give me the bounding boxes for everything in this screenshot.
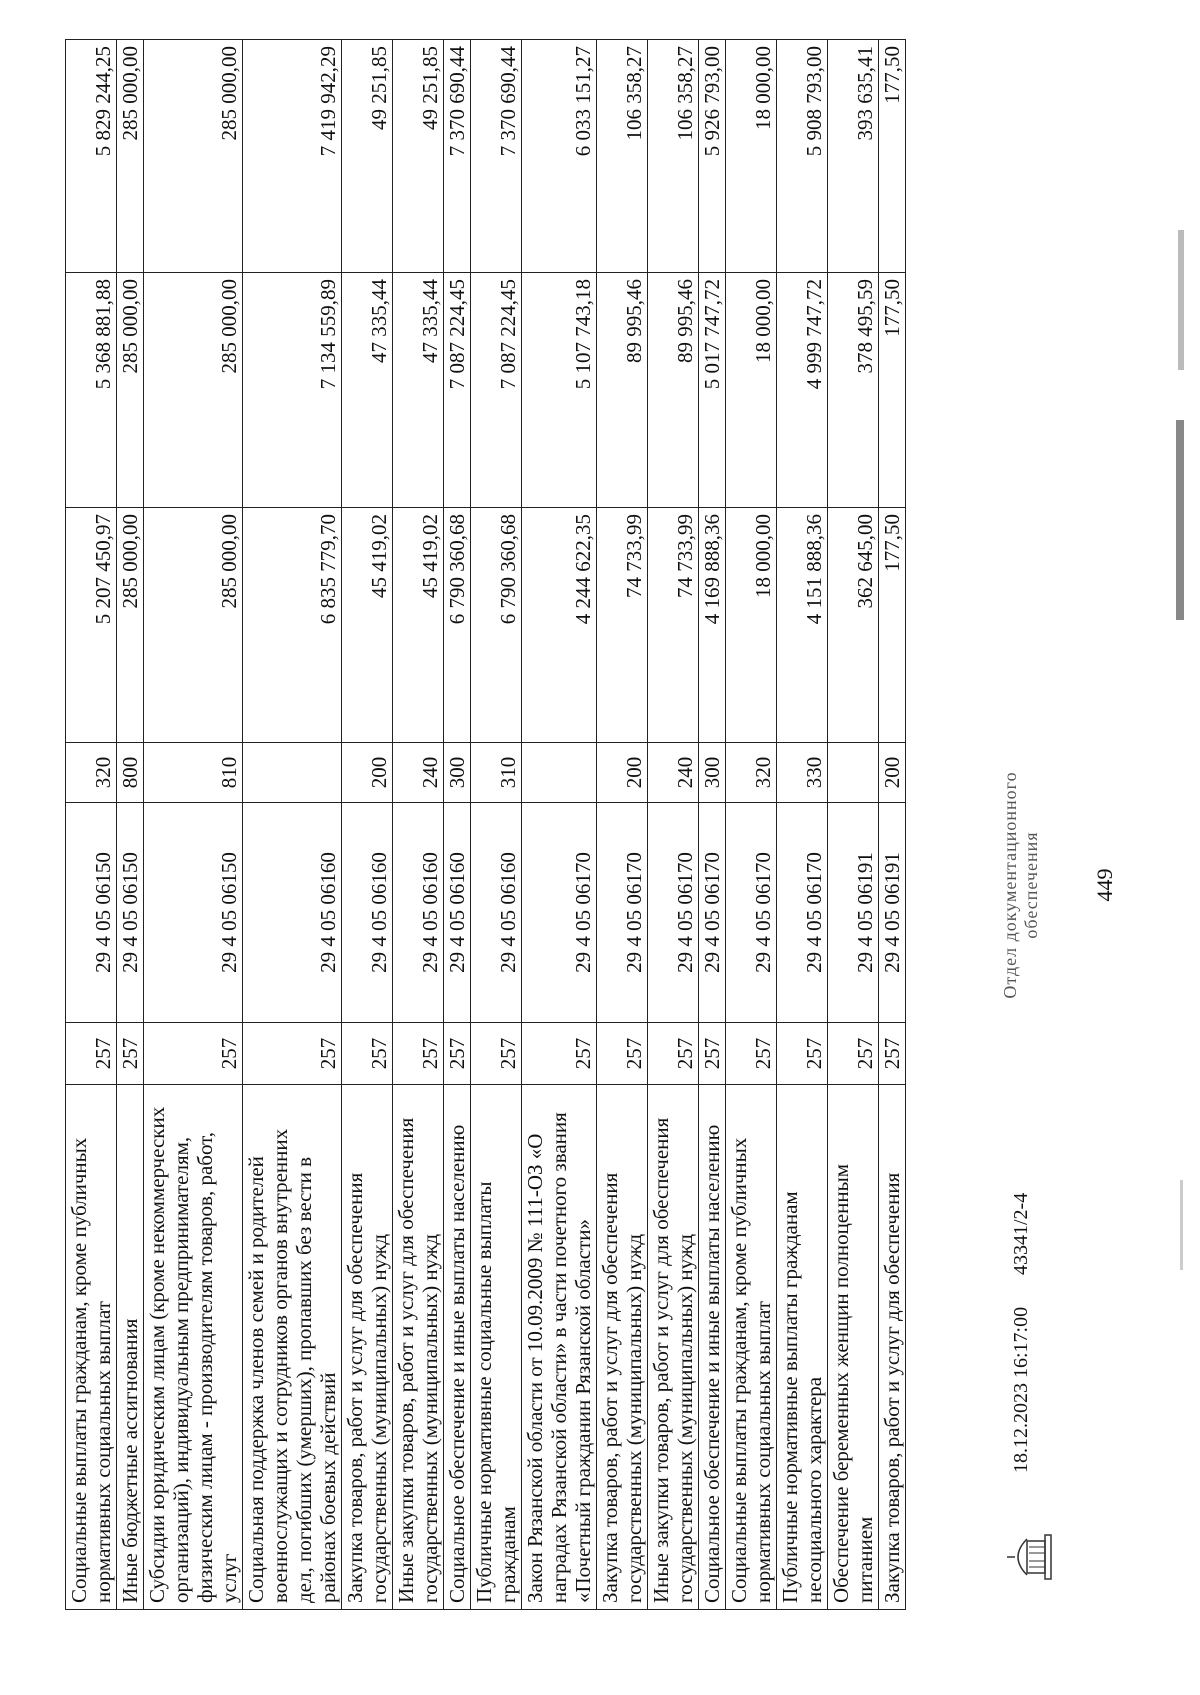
footer-document-code: 43341/2-4: [1010, 1192, 1032, 1275]
row-csr-code: 29 4 05 06170: [777, 803, 828, 1023]
row-gr-code: 257: [522, 1023, 597, 1085]
row-amount-year2: 4 999 747,72: [777, 273, 828, 508]
row-vr-code: 300: [444, 743, 471, 803]
row-name: Иные закупки товаров, работ и услуг для обеспечения государственных (муниципальных) нужд: [648, 1085, 699, 1610]
row-gr-code: 257: [777, 1023, 828, 1085]
row-gr-code: 257: [726, 1023, 777, 1085]
row-csr-code: 29 4 05 06150: [117, 803, 144, 1023]
row-gr-code: 257: [471, 1023, 522, 1085]
row-csr-code: 29 4 05 06170: [522, 803, 597, 1023]
table-row: [828, 40, 879, 1610]
row-amount-year3: 18 000,00: [726, 40, 777, 273]
row-amount-year2: 5 017 747,72: [699, 273, 726, 508]
row-gr-code: 257: [393, 1023, 444, 1085]
row-vr-code: 320: [66, 743, 117, 803]
row-vr-code: 320: [726, 743, 777, 803]
row-gr-code: 257: [648, 1023, 699, 1085]
row-amount-year2: 47 335,44: [342, 273, 393, 508]
row-amount-year2: 7 087 224,45: [444, 273, 471, 508]
table-row: [444, 40, 471, 1610]
row-gr-code: 257: [117, 1023, 144, 1085]
row-amount-year1: 45 419,02: [393, 508, 444, 743]
row-gr-code: 257: [597, 1023, 648, 1085]
row-amount-year2: 177,50: [879, 273, 906, 508]
table-row: [879, 40, 906, 1610]
row-csr-code: 29 4 05 06160: [342, 803, 393, 1023]
row-gr-code: 257: [444, 1023, 471, 1085]
row-name: Закупка товаров, работ и услуг для обеспечения государственных (муниципальных) нужд: [342, 1085, 393, 1610]
row-amount-year2: 5 107 743,18: [522, 273, 597, 508]
row-amount-year3: 5 926 793,00: [699, 40, 726, 273]
scan-artifact: [1176, 420, 1184, 620]
row-vr-code: 800: [117, 743, 144, 803]
row-gr-code: 257: [828, 1023, 879, 1085]
row-amount-year2: 89 995,46: [648, 273, 699, 508]
row-name: Субсидии юридическим лицам (кроме некоммерческих организаций), индивидуальным предпринимателям, физическим лицам - производителям товаров, работ, услуг: [144, 1085, 243, 1610]
row-name: Обеспечение беременных женщин полноценным питанием: [828, 1085, 879, 1610]
row-csr-code: 29 4 05 06150: [66, 803, 117, 1023]
row-amount-year3: 5 908 793,00: [777, 40, 828, 273]
department-stamp: [1000, 735, 1042, 1035]
row-amount-year3: 106 358,27: [597, 40, 648, 273]
page-number: 449: [1092, 868, 1117, 902]
row-vr-code: 200: [879, 743, 906, 803]
row-csr-code: 29 4 05 06170: [648, 803, 699, 1023]
row-vr-code: 310: [471, 743, 522, 803]
row-amount-year1: 4 244 622,35: [522, 508, 597, 743]
row-amount-year1: 74 733,99: [597, 508, 648, 743]
row-vr-code: 240: [393, 743, 444, 803]
table-row: [522, 40, 597, 1610]
row-vr-code: [243, 743, 342, 803]
row-gr-code: 257: [342, 1023, 393, 1085]
row-name: Закупка товаров, работ и услуг для обеспечения: [879, 1085, 906, 1610]
row-amount-year3: 106 358,27: [648, 40, 699, 273]
row-vr-code: 200: [597, 743, 648, 803]
row-amount-year3: 7 370 690,44: [444, 40, 471, 273]
row-csr-code: 29 4 05 06191: [879, 803, 906, 1023]
row-amount-year1: 6 790 360,68: [444, 508, 471, 743]
row-amount-year2: 5 368 881,88: [66, 273, 117, 508]
row-csr-code: 29 4 05 06191: [828, 803, 879, 1023]
row-vr-code: 330: [777, 743, 828, 803]
row-amount-year2: 378 495,59: [828, 273, 879, 508]
scan-artifact: [1178, 230, 1184, 370]
row-name: Публичные нормативные социальные выплаты гражданам: [471, 1085, 522, 1610]
table-row: [393, 40, 444, 1610]
row-csr-code: 29 4 05 06170: [597, 803, 648, 1023]
row-name: Социальное обеспечение и иные выплаты населению: [699, 1085, 726, 1610]
row-gr-code: 257: [699, 1023, 726, 1085]
row-amount-year1: 285 000,00: [144, 508, 243, 743]
row-csr-code: 29 4 05 06160: [471, 803, 522, 1023]
row-csr-code: 29 4 05 06150: [144, 803, 243, 1023]
table-row: [66, 40, 117, 1610]
stamp-line-2: обеспечения: [1021, 831, 1041, 939]
row-gr-code: 257: [243, 1023, 342, 1085]
row-amount-year2: 47 335,44: [393, 273, 444, 508]
row-vr-code: [522, 743, 597, 803]
row-gr-code: 257: [144, 1023, 243, 1085]
table-row: [777, 40, 828, 1610]
row-name: Закон Рязанской области от 10.09.2009 № 111-ОЗ «О наградах Рязанской области» в части почетного звания «Почетный гражданин Рязанской области»: [522, 1085, 597, 1610]
row-amount-year3: 177,50: [879, 40, 906, 273]
scan-artifact: [1180, 1180, 1183, 1270]
table-row: [597, 40, 648, 1610]
row-amount-year3: 393 635,41: [828, 40, 879, 273]
row-amount-year2: 89 995,46: [597, 273, 648, 508]
row-amount-year1: 6 835 779,70: [243, 508, 342, 743]
row-csr-code: 29 4 05 06170: [699, 803, 726, 1023]
row-amount-year1: 74 733,99: [648, 508, 699, 743]
table-row: [699, 40, 726, 1610]
row-amount-year2: 18 000,00: [726, 273, 777, 508]
row-vr-code: 240: [648, 743, 699, 803]
row-csr-code: 29 4 05 06160: [243, 803, 342, 1023]
row-amount-year1: 45 419,02: [342, 508, 393, 743]
row-name: Иные бюджетные ассигнования: [117, 1085, 144, 1610]
table-row: [144, 40, 243, 1610]
row-amount-year3: 285 000,00: [117, 40, 144, 273]
row-vr-code: 200: [342, 743, 393, 803]
row-name: Социальная поддержка членов семей и родителей военнослужащих и сотрудников органов внутренних дел, погибших (умерших), пропавших без вести в районах боевых действий: [243, 1085, 342, 1610]
row-name: Публичные нормативные выплаты гражданам несоциального характера: [777, 1085, 828, 1610]
row-amount-year3: 6 033 151,27: [522, 40, 597, 273]
table-row: [117, 40, 144, 1610]
table-row: [243, 40, 342, 1610]
row-name: Социальные выплаты гражданам, кроме публичных нормативных социальных выплат: [66, 1085, 117, 1610]
row-amount-year3: 7 419 942,29: [243, 40, 342, 273]
table-row: [648, 40, 699, 1610]
row-gr-code: 257: [879, 1023, 906, 1085]
row-gr-code: 257: [66, 1023, 117, 1085]
row-name: Закупка товаров, работ и услуг для обеспечения государственных (муниципальных) нужд: [597, 1085, 648, 1610]
table-row: [471, 40, 522, 1610]
row-amount-year1: 4 169 888,36: [699, 508, 726, 743]
row-amount-year2: 7 087 224,45: [471, 273, 522, 508]
row-amount-year2: 285 000,00: [144, 273, 243, 508]
row-amount-year2: 7 134 559,89: [243, 273, 342, 508]
row-vr-code: 300: [699, 743, 726, 803]
footer-date: 18.12.2023 16:17:00: [1010, 1306, 1032, 1473]
row-amount-year3: 49 251,85: [342, 40, 393, 273]
row-amount-year1: 6 790 360,68: [471, 508, 522, 743]
row-amount-year1: 362 645,00: [828, 508, 879, 743]
row-name: Социальные выплаты гражданам, кроме публичных нормативных социальных выплат: [726, 1085, 777, 1610]
row-amount-year3: 49 251,85: [393, 40, 444, 273]
row-vr-code: [828, 743, 879, 803]
row-name: Социальное обеспечение и иные выплаты населению: [444, 1085, 471, 1610]
row-amount-year3: 5 829 244,25: [66, 40, 117, 273]
budget-table: [65, 39, 906, 1610]
row-csr-code: 29 4 05 06170: [726, 803, 777, 1023]
row-amount-year1: 4 151 888,36: [777, 508, 828, 743]
table-row: [726, 40, 777, 1610]
row-amount-year1: 285 000,00: [117, 508, 144, 743]
table-row: [342, 40, 393, 1610]
emblem-logo: [1005, 1529, 1057, 1585]
row-amount-year3: 285 000,00: [144, 40, 243, 273]
row-name: Иные закупки товаров, работ и услуг для обеспечения государственных (муниципальных) нужд: [393, 1085, 444, 1610]
row-vr-code: 810: [144, 743, 243, 803]
row-amount-year2: 285 000,00: [117, 273, 144, 508]
row-amount-year1: 5 207 450,97: [66, 508, 117, 743]
row-csr-code: 29 4 05 06160: [393, 803, 444, 1023]
stamp-line-1: Отдел документационного: [1000, 771, 1020, 999]
row-amount-year3: 7 370 690,44: [471, 40, 522, 273]
row-amount-year1: 18 000,00: [726, 508, 777, 743]
row-csr-code: 29 4 05 06160: [444, 803, 471, 1023]
row-amount-year1: 177,50: [879, 508, 906, 743]
